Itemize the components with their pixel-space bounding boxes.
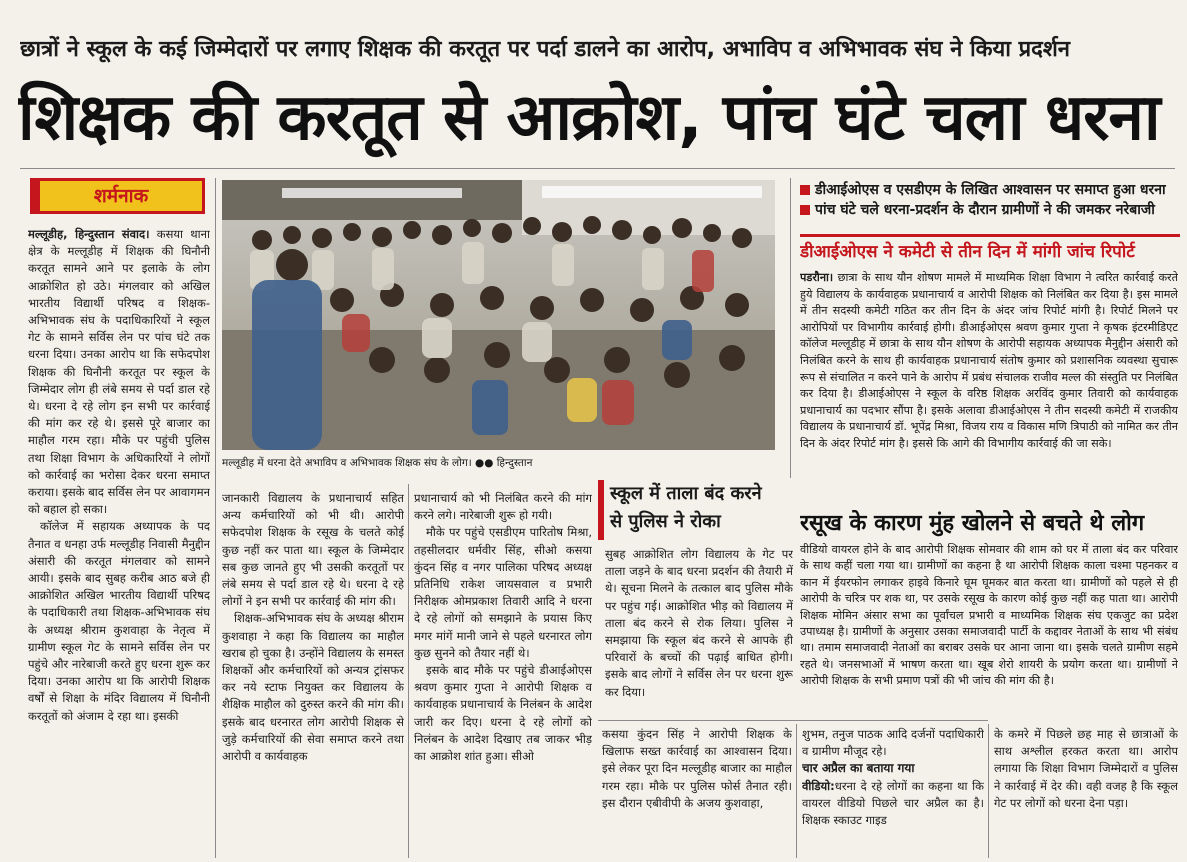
col1-para-1: कसया थाना क्षेत्र के मल्लूडीह में शिक्षक की घिनौनी करतूत सामने आने पर इलाके के लोग आक्रोशित हो उठे। मंगलवार को अखिल भारतीय विद्यार्थी परिषद व शिक्षक-अभिभावक संघ के पदाधिकारियों ने स्कूल गेट के सामने सर्विस लेन पर पांच घंटे तक धरना दिया। उनका आरोप था कि सफेदपोश शिक्षक की घिनौनी करतूत पर स्कूल के जिम्मेदार लोग ही लंबे समय से पर्दा डाल रहे थे। धरना दे रहे लोग इन सभी पर कार्रवाई की मांग कर रहे थे। इससे पूरे बाजार का माहौल गरम रहा। मौके पर पहुंची पुलिस तथा शिक्षा विभाग के अधिकारियों ने लोगों को कार्रवाई का भरोसा देकर धरना समाप्त कराया। इसके बाद सर्विस लेन पर आवागमन को बहाल हो सका। — [28, 227, 210, 517]
dateline: मल्लूडीह, हिन्दुस्तान संवाद। — [28, 227, 150, 241]
column-divider-3 — [796, 724, 797, 858]
influence-title: रसूख के कारण मुंह खोलने से बचते थे लोग — [800, 511, 1145, 536]
lock-story-divider — [598, 720, 988, 721]
highlight-item-1: डीआईओएस व एसडीएम के लिखित आश्वासन पर समाप्त हुआ धरना — [800, 180, 1180, 200]
col2-para-2: शिक्षक-अभिभावक संघ के अध्यक्ष श्रीराम कुशवाहा ने कहा कि विद्यालय का माहौल खराब हो चुका है। उन्होंने विद्यालय के समस्त शिक्षकों और कर्मचारियों को अन्यत्र ट्रांसफर कर नये स्टाफ नियुक्त कर विद्यालय के शैक्षिक माहौल को दुरुस्त करने की मांग की। इसके बाद धरनारत लोग आरोपी शिक्षक से जुड़े कर्मचारियों की सेवा समाप्त करने तथा आरोपी व कार्यवाहक — [222, 611, 404, 764]
col3-para-1: प्रधानाचार्य को भी निलंबित करने की मांग करने लगे। नारेबाजी शुरू हो गयी। — [414, 491, 592, 523]
committee-rule — [800, 234, 1180, 237]
column-2 — [222, 490, 404, 856]
section-tag: शर्मनाक — [30, 178, 205, 214]
highlights — [800, 180, 1180, 224]
col3-para-2: मौके पर पहुंचे एसडीएम पारितोष मिश्रा, तहसीलदार धर्मवीर सिंह, सीओ कसया कुंदन सिंह व नगर पालिका परिषद अध्यक्ष प्रतिनिधि राकेश जायसवाल व प्रभारी निरीक्षक ओमप्रकाश तिवारी आदि ने धरना दे रहे लोगों को समझाने के प्रयास किए मगर मांगें मानी जाने से पहले धरनारत लोग कुछ सुनने को तैयार नहीं थे। — [414, 525, 592, 660]
column-3 — [414, 490, 592, 856]
col1-para-2: कॉलेज में सहायक अध्यापक के पद तैनात व धनहा उर्फ मल्लूडीह निवासी मैनुद्दीन अंसारी की करतूत मंगलवार को सामने आयी। इसके बाद सुबह करीब आठ बजे ही आक्रोशित अखिल भारतीय विद्यार्थी परिषद के पदाधिकारी तथा शिक्षक-अभिभावक संघ के अध्यक्ष श्रीराम कुशवाहा के नेतृत्व में ग्रामीण स्कूल गेट के सामने सर्विस लेन पर पहुंचे और नारेबाजी करते हुए धरना शुरू कर दिया। उनका आरोप था कि आरोपी शिक्षक वर्षों से शिक्षा के मंदिर विद्यालय में घिनौनी करतूतों को अंजाम दे रहा था। इसकी — [28, 519, 210, 723]
column-6-bottom: के कमरे में पिछले छह माह से छात्राओं के साथ अश्लील हरकत करता था। आरोप लगाया कि शिक्षा विभाग जिम्मेदारों व पुलिस ने कार्रवाई में देर की। वही वजह है कि स्कूल गेट पर लोगों को धरना देना पड़ा। — [994, 727, 1178, 810]
col3-para-3: इसके बाद मौके पर पहुंचे डीआईओएस श्रवण कुमार गुप्ता ने आरोपी शिक्षक व कार्यवाहक प्रधानाचार्य के निलंबन के आदेश जारी कर दिए। धरना दे रहे लोगों को निलंबन के आदेश दिखाए तब जाकर भीड़ का आक्रोश शांत हुआ। सीओ — [414, 663, 592, 764]
column-divider-right — [790, 178, 791, 478]
lock-story-title-line-1: स्कूल में ताला बंद करने — [610, 483, 762, 504]
lock-story-accent — [598, 480, 604, 540]
column-divider-2 — [408, 484, 409, 858]
committee-title: डीआईओएस ने कमेटी से तीन दिन में मांगी जांच रिपोर्ट — [800, 242, 1135, 262]
column-divider-4 — [988, 724, 989, 858]
protest-photo — [222, 180, 775, 450]
bullet-square-icon — [800, 205, 810, 215]
committee-text: छात्रा के साथ यौन शोषण मामले में माध्यमिक शिक्षा विभाग ने त्वरित कार्रवाई करते हुये विद्यालय के कार्यवाहक प्रधानाचार्य व आरोपी शिक्षक को निलंबित कर दिया है। इस मामले में तीन सदस्यी कमेटी गठित कर तीन दिन के अंदर जांच रिपोर्ट मांगी है। रिपोर्ट मिलने पर आरोपियों पर विभागीय कार्रवाई होगी। डीआईओएस श्रवण कुमार गुप्ता ने कृषक इंटरमीडिएट कॉलेज मल्लूडीह में छात्रा के साथ यौन शोषण के आरोपी सहायक अध्यापक मैनुद्दीन अंसारी को निलंबित करने के साथ ही कार्यवाहक प्रधानाचार्य संतोष कुमार को प्रशासनिक व्यवस्था सुचारू रूप से संचालित न करने पाने के आरोप में प्रबंध संचालक राजीव मल्ल की संस्तुति पर निलंबित कर दिया है। डीआईओएस ने स्कूल के वरिष्ठ शिक्षक अरविंद कुमार तिवारी को कार्यवाहक प्रधानाचार्य का पदभार सौंपा है। इसके अलावा डीआईओएस ने तीन सदस्यी कमेटी में राजकीय विद्यालय के प्रधानाचार्य डॉ. भूपेंद्र मिश्रा, विजय राय व विकास मणि त्रिपाठी को नामित कर तीन दिन के अंदर रिपोर्ट मांग है। इससे कि आगे की विभागीय कार्रवाई की जा सके। — [800, 271, 1178, 450]
protest-crowd-image — [222, 180, 775, 450]
col2-para-1: जानकारी विद्यालय के प्रधानाचार्य सहित अन्य कर्मचारियों को भी थी। आरोपी सफेदपोश शिक्षक के रसूख के चलते कोई कुछ नहीं कर पाता था। स्कूल के जिम्मेदार सब कुछ जानते हुए भी उसकी करतूतों पर लंबे समय से पर्दा डाल रहे थे। धरना दे रहे लोगों ने इन सभी पर कार्रवाई की मांग की। — [222, 491, 404, 609]
lock-story-title-line-2: से पुलिस ने रोका — [610, 511, 721, 532]
video-lead: वीडियो: — [802, 778, 835, 793]
column-4-bottom: कसया कुंदन सिंह ने आरोपी शिक्षक के खिलाफ सख्त कार्रवाई का आश्वासन दिया। इसे लेकर पूरा दिन मल्लूडीह बाजार का माहौल गरम रहा। मौके पर पुलिस फोर्स तैनात रही। इस दौरान एबीवीपी के अजय कुशवाहा, — [602, 727, 792, 810]
lock-story-title — [610, 480, 790, 540]
bullet-square-icon — [800, 185, 810, 195]
video-subhead: चार अप्रैल का बताया गया — [802, 761, 915, 776]
photo-caption: मल्लूडीह में धरना देते अभाविप व अभिभावक शिक्षक संघ के लोग। ●● हिन्दुस्तान — [222, 457, 533, 469]
influence-body: वीडियो वायरल होने के बाद आरोपी शिक्षक सोमवार की शाम को घर में ताला बंद कर परिवार के साथ कहीं चला गया था। ग्रामीणों का कहना है था आरोपी शिक्षक काला चश्मा पहनकर व कान में ईयरफोन लगाकर हाइवे किनारे घूम घूमकर बात करता था। ग्रामीणों को पहले से ही आरोपी के चरित्र पर शक था, पर उसके रसूख के कारण कोई कुछ नहीं कह पाता था। आरोपी शिक्षक मोमिन अंसार सभा का पूर्वांचल प्रभारी व माध्यमिक शिक्षक संघ एकजुट का प्रदेश उपाध्यक्ष है। ग्रामीणों के अनुसार उसका समाजवादी पार्टी के कद्दावर नेताओं के साथ भी संबंध था। तमाम समाजवादी नेताओं का बराबर उसके घर आना जाना था। इसके चलते ग्रामीण सहमे रहते थे। जनसभाओं में भाषण करता था। खूब शेरो शायरी के प्रयोग करता था। ग्रामीणों ने आरोपी शिक्षक के सभी प्रमाण पत्रों की भी जांच की मांग की है। — [800, 543, 1178, 688]
lock-story-body: सुबह आक्रोशित लोग विद्यालय के गेट पर ताला जड़ने के बाद धरना प्रदर्शन की तैयारी में थे। सूचना मिलने के तत्काल बाद पुलिस मौके पर पहुंच गई। आक्रोशित भीड़ को विद्यालय में ताला बंद करने से रोक लिया। पुलिस ने समझाया कि स्कूल बंद करने से आपके ही परिवारों के बच्चों की पढ़ाई बाधित होगी। इसके बाद लोगों ने सर्विस लेन पर धरना शुरू कर दिया। — [605, 547, 793, 699]
committee-dateline: पडरौना। — [800, 271, 834, 284]
col5-para-1: शुभम, तनुज पाठक आदि दर्जनों पदाधिकारी व ग्रामीण मौजूद रहे। — [802, 727, 984, 759]
header-divider — [20, 168, 1175, 169]
column-divider-1 — [215, 178, 216, 858]
kicker-headline: छात्रों ने स्कूल के कई जिम्मेदारों पर लगाए शिक्षक की करतूत पर पर्दा डालने का आरोप, अभाविप व अभिभावक संघ ने किया प्रदर्शन — [20, 37, 1071, 62]
highlight-item-2: पांच घंटे चले धरना-प्रदर्शन के दौरान ग्रामीणों ने की जमकर नरेबाजी — [800, 200, 1180, 220]
col5-para-2: धरना दे रहे लोगों का कहना था कि वायरल वीडियो पिछले चार अप्रैल का है। शिक्षक स्काउट गाइड — [802, 778, 984, 828]
column-5-bottom — [802, 726, 984, 856]
committee-body — [800, 270, 1178, 502]
main-headline: शिक्षक की करतूत से आक्रोश, पांच घंटे चला धरना — [18, 81, 1160, 155]
column-1 — [28, 226, 210, 856]
